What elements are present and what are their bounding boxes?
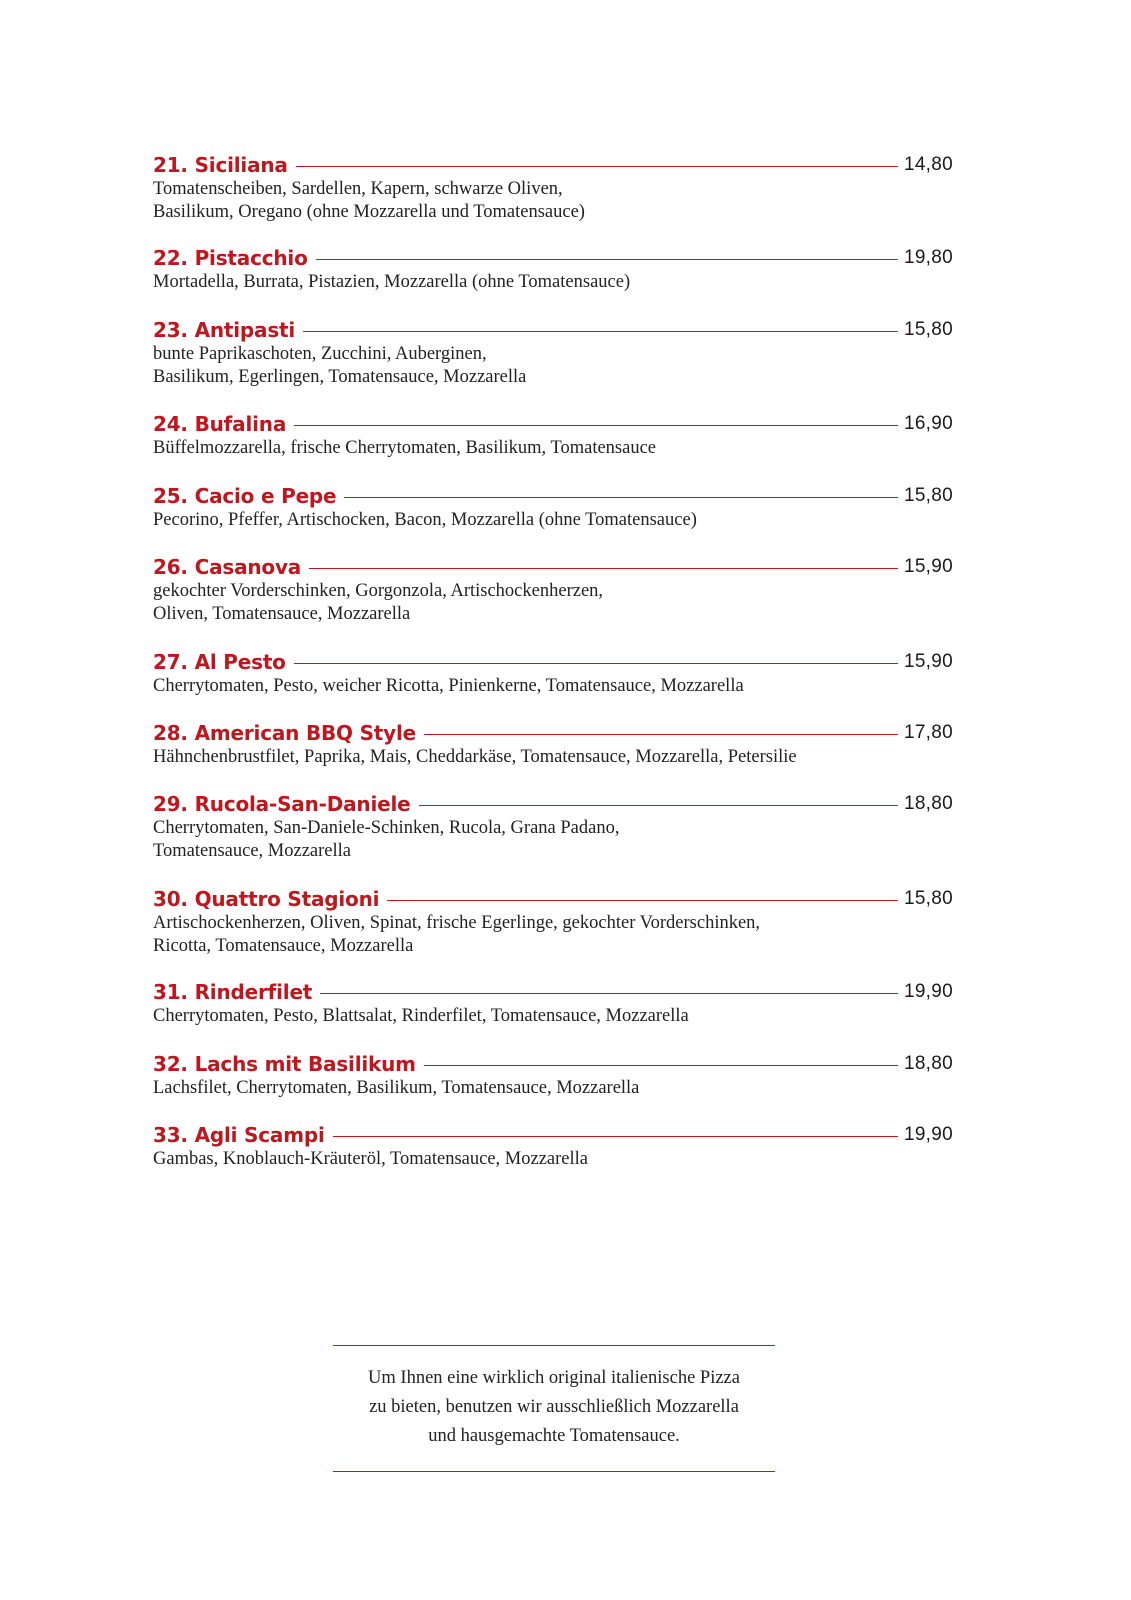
note-line: Um Ihnen eine wirklich original italienische Pizza bbox=[368, 1368, 740, 1388]
pizza-name: 28. American BBQ Style bbox=[153, 721, 417, 745]
pizza-price: 14,80 bbox=[903, 154, 953, 175]
menu-item-header bbox=[153, 649, 953, 675]
pizza-ingredients bbox=[153, 746, 913, 769]
note-line: zu bieten, benutzen wir ausschließlich Mozzarella bbox=[369, 1397, 739, 1417]
ingredients-line: Hähnchenbrustfilet, Paprika, Mais, Cheddarkäse, Tomatensauce, Mozzarella, Petersilie bbox=[153, 747, 797, 767]
pizza-name: 23. Antipasti bbox=[153, 318, 296, 342]
ingredients-line: Cherrytomaten, Pesto, weicher Ricotta, Pinienkerne, Tomatensauce, Mozzarella bbox=[153, 676, 744, 696]
ingredients-line: Oliven, Tomatensauce, Mozzarella bbox=[153, 604, 411, 624]
price-leader-line bbox=[294, 425, 898, 426]
price-leader-line bbox=[320, 993, 898, 994]
menu-item bbox=[153, 886, 953, 958]
price-leader-line bbox=[424, 1065, 898, 1066]
pizza-ingredients bbox=[153, 817, 913, 863]
pizza-name: 21. Siciliana bbox=[153, 153, 288, 177]
ingredients-line: Basilikum, Egerlingen, Tomatensauce, Mozzarella bbox=[153, 367, 527, 387]
pizza-price: 17,80 bbox=[903, 722, 953, 743]
pizza-price: 19,80 bbox=[903, 247, 953, 268]
pizza-name: 29. Rucola-San-Daniele bbox=[153, 792, 411, 816]
menu-item bbox=[153, 1051, 953, 1100]
pizza-ingredients bbox=[153, 343, 913, 389]
ingredients-line: Mortadella, Burrata, Pistazien, Mozzarella (ohne Tomatensauce) bbox=[153, 272, 631, 292]
price-leader-line bbox=[424, 734, 898, 735]
pizza-price: 18,80 bbox=[903, 1053, 953, 1074]
menu-item-header bbox=[153, 791, 953, 817]
pizza-price: 16,90 bbox=[903, 413, 953, 434]
pizza-ingredients bbox=[153, 912, 913, 958]
note-line: und hausgemachte Tomatensauce. bbox=[428, 1426, 680, 1446]
ingredients-line: Tomatenscheiben, Sardellen, Kapern, schwarze Oliven, bbox=[153, 179, 563, 199]
menu-item-header bbox=[153, 411, 953, 437]
menu-item bbox=[153, 152, 953, 224]
pizza-ingredients bbox=[153, 437, 913, 460]
pizza-price: 19,90 bbox=[903, 981, 953, 1002]
price-leader-line bbox=[344, 497, 898, 498]
pizza-name: 27. Al Pesto bbox=[153, 650, 286, 674]
pizza-ingredients bbox=[153, 675, 913, 698]
menu-item-header bbox=[153, 720, 953, 746]
pizza-name: 30. Quattro Stagioni bbox=[153, 887, 380, 911]
ingredients-line: Pecorino, Pfeffer, Artischocken, Bacon, Mozzarella (ohne Tomatensauce) bbox=[153, 510, 697, 530]
ingredients-line: Cherrytomaten, Pesto, Blattsalat, Rinderfilet, Tomatensauce, Mozzarella bbox=[153, 1006, 689, 1026]
menu-item bbox=[153, 720, 953, 769]
price-leader-line bbox=[296, 166, 898, 167]
menu-item-header bbox=[153, 1051, 953, 1077]
menu-item bbox=[153, 411, 953, 460]
menu-item bbox=[153, 791, 953, 863]
menu-item-header bbox=[153, 245, 953, 271]
pizza-price: 15,80 bbox=[903, 319, 953, 340]
pizza-price: 19,90 bbox=[903, 1124, 953, 1145]
pizza-ingredients bbox=[153, 271, 913, 294]
pizza-name: 33. Agli Scampi bbox=[153, 1123, 325, 1147]
pizza-price: 15,90 bbox=[903, 556, 953, 577]
price-leader-line bbox=[309, 568, 898, 569]
pizza-name: 22. Pistacchio bbox=[153, 246, 308, 270]
pizza-ingredients bbox=[153, 178, 913, 224]
menu-item bbox=[153, 979, 953, 1028]
menu-item-header bbox=[153, 1122, 953, 1148]
pizza-price: 15,80 bbox=[903, 485, 953, 506]
menu-item-header bbox=[153, 152, 953, 178]
pizza-name: 26. Casanova bbox=[153, 555, 302, 579]
pizza-name: 31. Rinderfilet bbox=[153, 980, 313, 1004]
ingredients-line: Basilikum, Oregano (ohne Mozzarella und Tomatensauce) bbox=[153, 202, 585, 222]
pizza-ingredients bbox=[153, 580, 913, 626]
pizza-ingredients bbox=[153, 509, 913, 532]
menu-item-header bbox=[153, 554, 953, 580]
pizza-price: 15,90 bbox=[903, 651, 953, 672]
ingredients-line: Tomatensauce, Mozzarella bbox=[153, 841, 351, 861]
ingredients-line: Lachsfilet, Cherrytomaten, Basilikum, Tomatensauce, Mozzarella bbox=[153, 1078, 640, 1098]
ingredients-line: Cherrytomaten, San-Daniele-Schinken, Rucola, Grana Padano, bbox=[153, 818, 620, 838]
menu-item bbox=[153, 483, 953, 532]
pizza-ingredients bbox=[153, 1077, 913, 1100]
pizza-price: 15,80 bbox=[903, 888, 953, 909]
menu-item bbox=[153, 317, 953, 389]
ingredient-note bbox=[333, 1345, 775, 1472]
menu-item bbox=[153, 554, 953, 626]
menu-item-header bbox=[153, 483, 953, 509]
price-leader-line bbox=[419, 805, 898, 806]
price-leader-line bbox=[387, 900, 898, 901]
pizza-name: 24. Bufalina bbox=[153, 412, 287, 436]
price-leader-line bbox=[316, 259, 898, 260]
price-leader-line bbox=[303, 331, 898, 332]
price-leader-line bbox=[294, 663, 898, 664]
ingredients-line: Gambas, Knoblauch-Kräuteröl, Tomatensauce, Mozzarella bbox=[153, 1149, 588, 1169]
menu-item-header bbox=[153, 979, 953, 1005]
menu-item-header bbox=[153, 886, 953, 912]
pizza-name: 25. Cacio e Pepe bbox=[153, 484, 337, 508]
pizza-ingredients bbox=[153, 1148, 913, 1171]
pizza-name: 32. Lachs mit Basilikum bbox=[153, 1052, 416, 1076]
note-text bbox=[333, 1346, 775, 1471]
menu-item-header bbox=[153, 317, 953, 343]
ingredients-line: Artischockenherzen, Oliven, Spinat, frische Egerlinge, gekochter Vorderschinken, bbox=[153, 913, 761, 933]
pizza-price: 18,80 bbox=[903, 793, 953, 814]
note-bottom-rule bbox=[333, 1471, 775, 1472]
ingredients-line: Büffelmozzarella, frische Cherrytomaten, Basilikum, Tomatensauce bbox=[153, 438, 657, 458]
ingredients-line: Ricotta, Tomatensauce, Mozzarella bbox=[153, 936, 414, 956]
price-leader-line bbox=[333, 1136, 898, 1137]
menu-item bbox=[153, 649, 953, 698]
menu-item bbox=[153, 1122, 953, 1171]
ingredients-line: bunte Paprikaschoten, Zucchini, Auberginen, bbox=[153, 344, 487, 364]
menu-item bbox=[153, 245, 953, 294]
ingredients-line: gekochter Vorderschinken, Gorgonzola, Artischockenherzen, bbox=[153, 581, 604, 601]
pizza-ingredients bbox=[153, 1005, 913, 1028]
